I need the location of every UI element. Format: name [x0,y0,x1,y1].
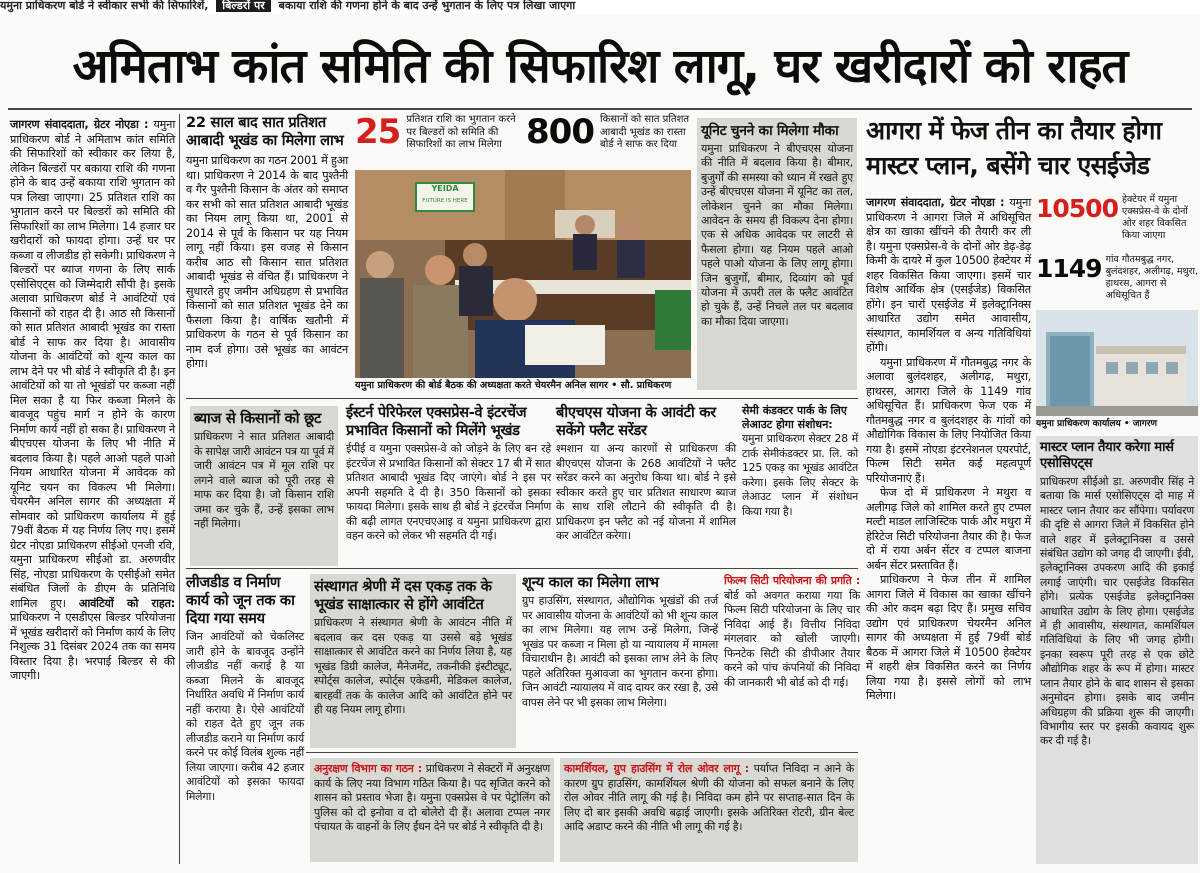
semi-article [742,404,858,564]
photo-banner-title: YEIDA [431,184,459,193]
stat1-text: प्रतिशत राशि का भुगतान करने पर बिल्डरों को समिति की सिफारिशों का लाभ मिलेगा [406,114,516,150]
lease-text: जिन आवंटियों को चेकलिस्ट जारी होने के बावजूद उन्होंने लीजडीड नहीं कराई है या कब्जा मिलने के बावजूद निर्धारित अवधि में निर्माण कार्य नहीं कराया है। ऐसे आवंटियों को राहत देते हुए जून तक लीजडीड कराने या निर्माण कार्य करने पर कोई विलंब शुल्क नहीं लिया जाएगा। करीब 42 हजार आवंटियों को इसका फायदा मिलेगा। [186,630,304,803]
anurakshan-lead: अनुरक्षण विभाग का गठन : [314,762,422,775]
headline: अमिताभ कांत समिति की सिफारिश लागू, घर खरीदारों को राहत [72,39,1128,94]
shunya-article [522,574,718,750]
top-strip-right: बकाया राशि की गणना होने के बाद उन्हें भुगतान के लिए पत्र लिखा जाएगा [278,0,576,12]
agra-text3: फेज दो में प्राधिकरण ने मथुरा व अलीगढ़ जिले को शामिल करते हुए टप्पल मल्टी माडल लाजिस्टिक पार्क और मथुरा में हेरिटेज सिटी परियोजना तैयार की है। फेज दो में राया अर्बन सेंटर व टप्पल बाजना अर्बन सेंटर प्रस्तावित हैं। [866,486,1031,572]
commercial-text: पर्याप्त निविदा न आने के कारण ग्रुप हाउसिंग, कामर्शियल श्रेणी की योजना को सफल बनाने के लिए रोल ओवर नीति लागू की गई है। निविदा कम होने पर सप्ताह-सात दिन के लिए दो बार इसकी अवधि बढ़ाई जाएगी। इसके अतिरिक्त रोटरी, ग्रीन बेल्ट आदि अडाप्ट करने की नीति भी लागू की गई है। [564,762,854,833]
col1-lead2: आवंटियों को राहत: [78,596,176,610]
film-text: बोर्ड को अवगत कराया गया कि फिल्म सिटी परियोजना के लिए चार निविदा आई हैं। वित्तीय निविदा मंगलवार को खोली जाएगी। फिनटेक सिटी की डीपीआर तैयार करने को पांच कंपनियों की निविदा की जानकारी भी बोर्ड को दी गई। [724,588,860,689]
col-divider [179,114,180,864]
anurakshan-box [310,758,554,862]
stat4-num: 1149 [1036,254,1102,283]
c2a-text: यमुना प्राधिकरण का गठन 2001 में हुआ था। प्राधिकरण ने 2014 के बाद पुश्तैनी व गैर पुश्तैनी किसान के अंतर को समाप्त कर सभी को सात प्रतिशत आबादी भूखंड का नियम लागू किया था, 2001 से 2014 से पूर्व के किसान पर यह नियम लागू नहीं किया। इस वजह से किसान करीब आठ सौ किसान सात प्रतिशत आबादी भूखंड से वंचित हैं। प्राधिकरण ने सुधारते हुए जमीन अधिग्रहण से प्रभावित किसानों को सात प्रतिशत भूखंड देने का फैसला किया है। वार्षिक खतौनी में प्राधिकरण के गठन से पूर्व किसान का नाम दर्ज होगा। उसे भूखंड का आवंटन होगा। [186,154,348,370]
photo-banner-sub: FUTURE IS HERE [422,198,468,204]
row2-rule [186,398,858,399]
bhs-title: बीएचएस योजना के आवंटी कर सकेंगे फ्लैट सरेंडर [556,404,716,439]
film-article [724,574,860,750]
col1-text: यमुना प्राधिकरण बोर्ड ने अमिताभ कांत समिति की सिफारिशों को स्वीकार कर लिया है, लेकिन बिल्डरों पर बकाया राशि की गणना होने के बाद उन्हें बकाया राशि भुगतान को पत्र लिखा जाएगा। 25 प्रतिशत राशि का भुगतान करने पर बिल्डरों को समिति की सिफारिशों का लाभ मिलेगा। 14 हजार घर खरीदारों को फायदा होगा। उन्हें घर पर कब्जा व लीजडीड हो सकेगी। प्राधिकरण ने बिल्डरों पर ब्याज गणना के लिए सार्क एसोसिएट्स को जिम्मेदारी सौंपी है। इसके अलावा प्राधिकरण बोर्ड ने आवंटियों एवं किसानों को राहत दी है। आठ सौ किसानों को सात प्रतिशत आबादी भूखंड का रास्ता बोर्ड ने साफ कर दिया है। आवासीय योजना के आवंटियों को शून्य काल का लाभ देने पर भी बोर्ड ने स्वीकृति दी है। इन आवंटियों को या तो भूखंडों पर कब्जा नहीं मिल सका है या फिर कब्जा मिलने के बावजूद पहुंच मार्ग न होने के कारण निर्माण कार्य नहीं हो सका है। प्राधिकरण ने बीएचएस योजना के लिए भी नीति में बदलाव किया है। पहले आओ पहले पाओ नियम आधारित योजना में आवेदक को यूनिट चयन का विकल्प भी मिलेगा। चेयरमैन अनिल सागर की अध्यक्षता में सोमवार को प्राधिकरण कार्यालय में हुई 79वीं बैठक में यह निर्णय लिए गए। इसमें ग्रेटर नोएडा प्राधिकरण सीईओ एनजी रवि, यमुना प्राधिकरण सीईओ डा. अरुणवीर सिंह, नोएडा प्राधिकरण के एसीईओ समेत संबंधित जिलों के डीएम के प्रतिनिधि शामिल हुए। [10,118,176,610]
stat3-text: हेक्टेयर में यमुना एक्सप्रेस-वे के दोनों ओर शहर विकसित किया जाएगा [1121,194,1188,241]
meeting-photo [355,170,691,378]
anurakshan-text: प्राधिकरण ने सेक्टरों में अनुरक्षण कार्य के लिए नया विभाग गठित किया है। पद सृजित करने को शासन को प्रस्ताव भेजा है। यमुना एक्सप्रेस वे पर पेट्रोलिंग को पुलिस को दो इनोवा व दो बोलेरो दी हैं। अलावा टप्पल नगर पंचायत के वाहनों के लिए ईंधन देने पर बोर्ड ने स्वीकृति दी है। [314,762,551,833]
c2a-title: 22 साल बाद सात प्रतिशत आबादी भूखंड का मिलेगा लाभ [186,114,344,149]
byaj-text: प्राधिकरण ने सात प्रतिशत आबादी के सापेक्ष जारी आवंटन पत्र या पूर्व में जारी आवंटन पत्र में मूल राशि पर लगने वाले ब्याज को पूरी तरह से माफ कर दिया है। जो किसान राशि जमा कर चुके हैं, उन्हें इसका लाभ नहीं मिलेगा। [194,430,334,530]
agra-title1: आगरा में फेज तीन का तैयार होगा [866,116,1162,145]
lease-title: लीजडीड व निर्माण कार्य को जून तक का दिया गया समय [186,574,295,627]
stat3 [1036,194,1198,241]
sanstha-text: प्राधिकरण ने संस्थागत श्रेणी के आवंटन नीति में बदलाव कर दस एकड़ या उससे बड़े भूखंड साक्षात्कार से आवंटित करने का निर्णय लिया है, यह भूखंड डिग्री कालेज, मैनेजमेंट, तकनीकी इंस्टीट्यूट, स्पोर्ट्स कालेज, स्पोर्ट्स एकेडमी, मेडिकल कालेज, बारहवीं तक के कालेज आदि को आवंटित होने पर ही यह नियम लागू होगा। [314,616,512,716]
bhs-article [556,404,736,564]
meeting-photo-illustration [355,170,691,378]
agra-title2: मास्टर प्लान, बसेंगे चार एसईजेड [866,151,1150,180]
building-illustration [1036,310,1198,416]
stat4-text: गांव गौतमबुद्ध नगर, बुलंदशहर, अलीगढ़, मथुरा, हाथरस, आगरा से अधिसूचित हैं [1105,254,1198,301]
stat2-text: किसानों को सात प्रतिशत आबादी भूखंड का रास्ता बोर्ड ने साफ कर दिया [599,114,690,150]
byaj-title: ब्याज से किसानों को छूट [194,410,322,427]
sanstha-title: संस्थागत श्रेणी में दस एकड़ तक के भूखंड साक्षात्कार से होंगे आवंटित [314,578,492,613]
shunya-text: ग्रुप हाउसिंग, संस्थागत, औद्योगिक भूखंडों की तर्ज पर आवासीय योजना के आवंटियों को भी शून्य काल का लाभ मिलेगा। यह लाभ उन्हें मिलेगा, जिन्हें भूखंड पर कब्जा न मिला हो या न्यायालय में मामला विचाराधीन है। आवंटी को इसका लाभ लेने के लिए पहले अतिरिक्त मुआवजा का भुगतान करना होगा। जिन आवंटी न्यायालय में वाद दायर कर रखा है, उसे वापस लेने पर भी इसका लाभ मिलेगा। [522,594,718,709]
col1-text2: प्राधिकरण ने एसडीएस बिल्डर परियोजना में भूखंड खरीदारों को निर्माण कार्य के लिए निशुल्क 31 दिसंबर 2024 तक का समय विस्तार दिया है। भरपाई बिल्डर से की जाएगी। [10,611,175,682]
unit-title: यूनिट चुनने का मिलेगा मौका [701,123,839,139]
agra-text4: प्राधिकरण ने फेज तीन में शामिल आगरा जिले में विकास का खाका खींचने की ओर कदम बढ़ा दिए हैं। प्रमुख सचिव उद्योग एवं प्राधिकरण चेयरमैन अनिल सागर की अध्यक्षता में हुई 79वीं बोर्ड बैठक में आगरा जिले में 10500 हेक्टेयर में शहरी क्षेत्र विकसित करने का निर्णय लिया गया है। इससे लोगों को लाभ मिलेगा। [866,573,1031,702]
sars-text: प्राधिकरण सीईओ डा. अरुणवीर सिंह ने बताया कि मार्स एसोसिएट्स दो माह में मास्टर प्लान तैयार कर सौंपेगा। पर्यावरण की दृष्टि से आगरा जिले में विकसित होने वाले शहर में इलेक्ट्रानिक्स व उससे संबंधित उद्योग को जगह दी जाएगी। ईवी, इलेक्ट्रानिक्स उपकरण आदि की इकाई लगाई जाएंगी। चार एसईजेड विकसित होंगे। प्रत्येक एसईजेड इलेक्ट्रानिक्स आधारित उद्योग के लिए होगा। एसईजेड में ही आवासीय, संस्थागत, कामर्शियल गतिविधियां के लिए भी जगह होगी। इनका स्वरूप पूरी तरह से एक छोटे औद्योगिक शहर के रूप में होगा। मास्टर प्लान तैयार होने के बाद शासन से इसका अनुमोदन होगा। इसके बाद जमीन अधिग्रहण की प्रक्रिया शुरू की जाएगी। विभागीय स्तर पर इसकी कवायद शुरू कर दी गई है। [1040,475,1194,748]
eastern-text: ईपीई व यमुना एक्सप्रेस-वे को जोड़ने के लिए बन रहे इंटरचेंज से प्रभावित किसानों को सेक्टर 17 बी में सात प्रतिशत आबादी भूखंड दिए जाएंगे। बोर्ड ने इस पर अपनी सहमति दे दी है। 350 किसानों को इसका फायदा मिलेगा। इसके साथ ही बोर्ड ने इंटरचेंज निर्माण की बढ़ी लागत एनएचएआइ व यमुना प्राधिकरण द्वारा वहन करने को लेकर भी सहमति दी गई। [346,442,551,542]
eastern-article [346,404,551,564]
c2a-article [186,114,348,394]
bhs-text: श्मशान या अन्य कारणों से प्राधिकरण की बीएचएस योजना के 268 आवंटियों ने फ्लैट सरेंडर करने का अनुरोध किया था। बोर्ड ने इसे स्वीकार करते हुए चार प्रतिशत साधारण ब्याज के साथ राशि लौटाने की स्वीकृति दी है। प्राधिकरण इन फ्लैट को नई योजना में शामिल कर आवंटित करेगा। [556,442,736,542]
commercial-box [560,758,858,862]
photo-caption: यमुना प्राधिकरण की बोर्ड बैठक की अध्यक्षता करते चेयरमैन अनिल सागर • सौ. प्राधिकरण [355,380,672,391]
sars-title: मास्टर प्लान तैयार करेगा मार्स एसोसिएट्स [1040,440,1174,471]
top-strip-left: यमुना प्राधिकरण बोर्ड ने स्वीकार सभी की सिफारिशें, [0,0,209,12]
byaj-box [190,406,338,566]
col1-byline: जागरण संवाददाता, ग्रेटर नोएडा : [10,118,149,131]
sars-box [1036,436,1198,864]
top-strip-tag: बिल्डरों पर [216,0,270,12]
semi-title: सेमी कंडक्टर पार्क के लिए लेआउट होगा संशोधन: [742,404,847,431]
headline-rule [8,108,1192,110]
building-photo [1036,310,1198,416]
agra-byline: जागरण संवाददाता, ग्रेटर नोएडा : [866,196,1005,209]
commercial-lead: कामर्शियल, ग्रुप हाउसिंग में रोल ओवर लागू : [564,762,749,775]
unit-text: यमुना प्राधिकरण ने बीएचएस योजना की नीति में बदलाव किया है। बीमार, बुजुर्गों की समस्या को ध्यान में रखते हुए उन्हें बीएचएस योजना में यूनिट का तल, लोकेशन चुनने का मौका मिलेगा। आवेदन के समय ही विकल्प देना होगा। एक से अधिक आवेदक पर लाटरी से फैसला होगा। यह नियम पहले आओ पहले पाओ योजना के लिए लागू होगा। जिन बुजुर्गों, बीमार, दिव्यांग को पूर्व योजना में ऊपरी तल के फ्लैट आवंटित हो चुके हैं, उन्हें निचले तल पर बदलाव का मौका दिया जाएगा। [701,142,853,328]
eastern-title: ईस्टर्न पेरिफेरल एक्सप्रेस-वे इंटरचेंज प्रभावित किसानों को मिलेंगे भूखंड [346,404,527,439]
top-strip [0,0,1200,14]
shunya-title: शून्य काल का मिलेगा लाभ [522,574,659,591]
sanstha-box [310,574,516,748]
stat1-num: 25 [355,112,401,152]
stat4 [1036,254,1198,302]
agra-article [866,196,1031,856]
stat2 [526,114,691,166]
semi-text: यमुना प्राधिकरण सेक्टर 28 में टार्क सेमीकंडक्टर प्रा. लि. को 125 एकड़ का भूखंड आवंटित करेगा। इसके लिए सेक्टर के लेआउट प्लान में संशोधन किया गया है। [742,432,858,518]
lease-article [186,574,304,856]
building-caption: यमुना प्राधिकरण कार्यालय • जागरण [1036,419,1158,429]
stat2-num: 800 [526,112,594,152]
film-lead: फिल्म सिटी परियोजना की प्रगति : [724,574,860,587]
stat1 [355,114,520,166]
row3-rule [186,568,858,569]
stat3-num: 10500 [1036,194,1118,223]
unit-box [697,118,857,390]
agra-text2: यमुना प्राधिकरण में गौतमबुद्ध नगर के अलावा बुलंदशहर, अलीगढ़, मथुरा, हाथरस, आगरा जिले के 1149 गांव अधिसूचित हैं। प्राधिकरण फेज एक में गौतमबुद्ध नगर व बुलंदशहर के गांवों को औद्योगिक विकास के लिए नियोजित किया गया है। इसमें नोएडा इंटरनेशनल एयरपोर्ट, फिल्म सिटी समेत कई महत्वपूर्ण परियोजनाएं हैं। [866,355,1031,485]
col1-article [10,118,175,863]
agra-text: यमुना प्राधिकरण ने आगरा जिले में अधिसूचित क्षेत्र का खाका खींचने की तैयारी कर ली है। यमुना एक्सप्रेस-वे के दोनों ओर डेढ़-डेढ़ किमी के दायरे में कुल 10500 हेक्टेयर में शहर विकसित किया जाएगा। इसमें चार विशेष आर्थिक क्षेत्र (एसईजेड) विकसित होंगे। इन चारों एसईजेड में इलेक्ट्रानिक्स आधारित उद्योग समेत आवासीय, संस्थागत, कामर्शियल व अन्य गतिविधियां होंगी। [866,196,1032,354]
agra-headline [866,114,1196,194]
row4-rule [306,752,858,753]
